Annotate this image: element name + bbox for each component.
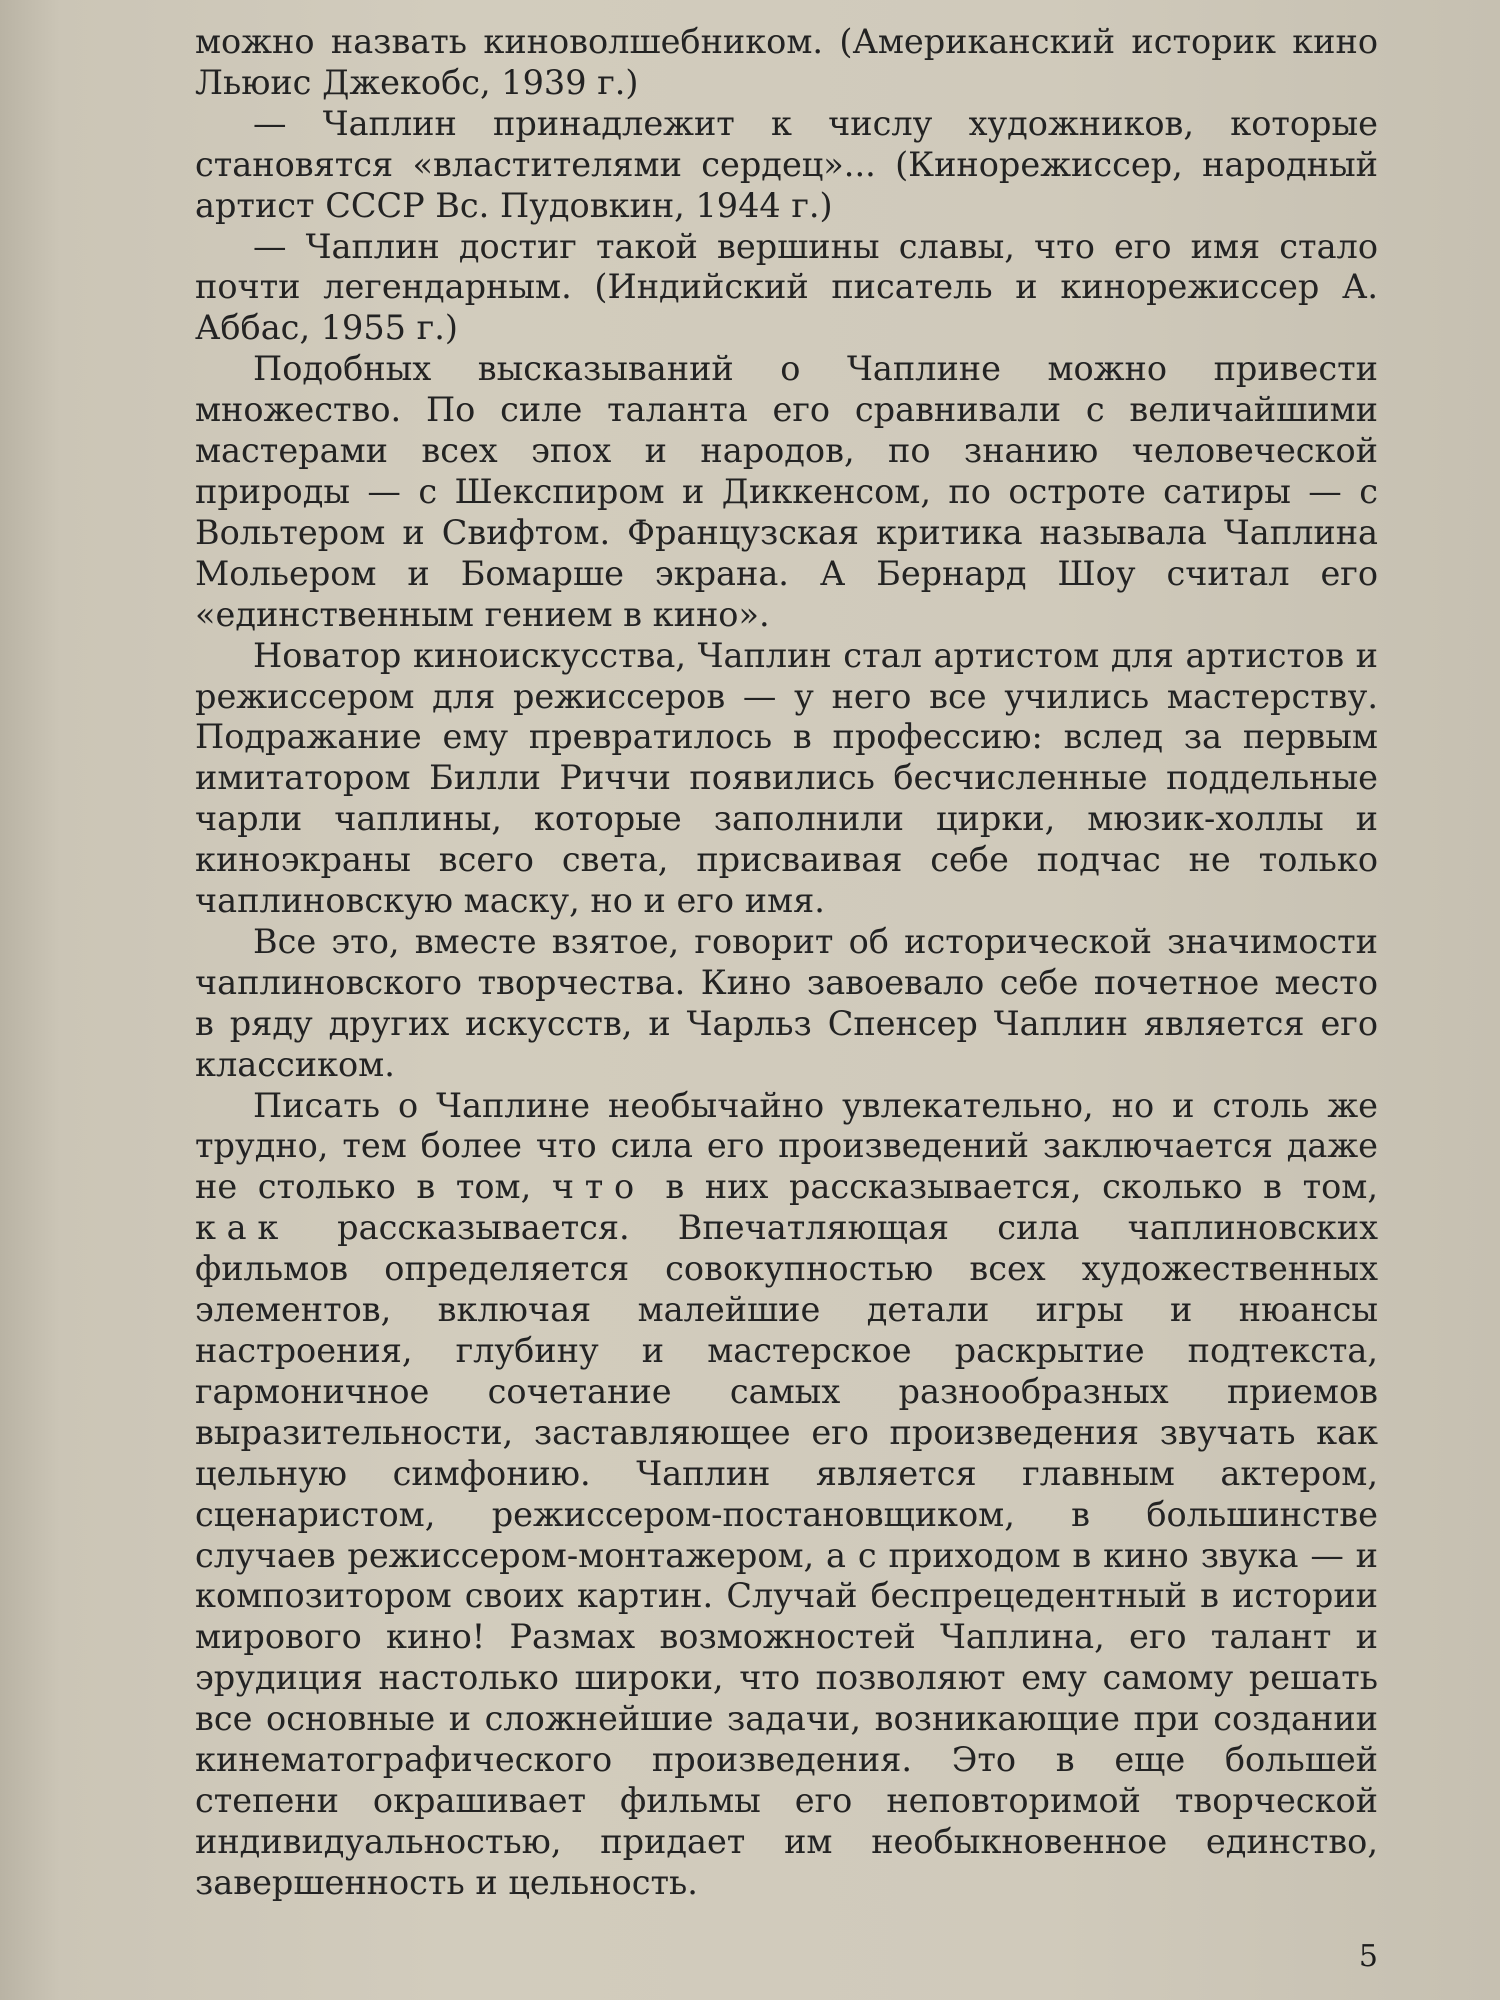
page-text xyxy=(195,22,1378,1904)
paragraph-7 xyxy=(195,1086,1378,1904)
page-number: 5 xyxy=(1358,1939,1378,1974)
paragraph-7-part-1: Писать о Чаплине необычайно увлекательно, но и столь же трудно, тем более что сила его произведений заключается даже не столько в том, xyxy=(195,1085,1378,1207)
emphasis-what: что xyxy=(551,1167,645,1207)
paragraph-3: — Чаплин достиг такой вершины славы, что его имя стало почти легендарным. (Индийский писатель и кинорежиссер А. Аббас, 1955 г.) xyxy=(195,226,1378,348)
paragraph-7-part-3: рассказывается. Впечатляющая сила чаплиновских фильмов определяется совокупностью всех художественных элементов, включая малейшие детали игры и нюансы настроения, глубину и мастерское раскрытие подтекста, гармоничное сочетание самых разнообразных приемов выразительности, заставляющее его произведения звучать как цельную симфонию. Чаплин является главным актером, сценаристом, режиссером-постановщиком, в большинстве случаев режиссером-монтажером, а с приходом в кино звука — и композитором своих картин. Случай беспрецедентный в истории мирового кино! Размах возможностей Чаплина, его талант и эрудиция настолько широки, что позволяют ему самому решать все основные и сложнейшие задачи, возникающие при создании кинематографического произведения. Это в еще большей степени окрашивает фильмы его неповторимой творческой индивидуальностью, придает им необыкновенное единство, завершенность и цельность. xyxy=(195,1208,1378,1902)
paragraph-2: — Чаплин принадлежит к числу художников, которые становятся «властителями сердец»... (Кинорежиссер, народный артист СССР Вс. Пудовкин, 1944 г.) xyxy=(195,103,1378,225)
paragraph-5: Новатор киноискусства, Чаплин стал артистом для артистов и режиссером для режиссеров — у него все учились мастерству. Подражание ему превратилось в профессию: вслед за первым имитатором Билли Риччи появились бесчисленные поддельные чарли чаплины, которые заполнили цирки, мюзик-холлы и киноэкраны всего света, присваивая себе подчас не только чаплиновскую маску, но и его имя. xyxy=(195,635,1378,921)
emphasis-how: как xyxy=(195,1208,290,1248)
paragraph-1: можно назвать киноволшебником. (Американский историк кино Льюис Джекобс, 1939 г.) xyxy=(195,22,1378,102)
paragraph-7-part-2: в них рассказывается, сколько в том, xyxy=(665,1167,1378,1207)
paragraph-4: Подобных высказываний о Чаплине можно привести множество. По силе таланта его сравнивали с величайшими мастерами всех эпох и народов, по знанию человеческой природы — с Шекспиром и Диккенсом, по остроте сатиры — с Вольтером и Свифтом. Французская критика называла Чаплина Мольером и Бомарше экрана. А Бернард Шоу считал его «единственным гением в кино». xyxy=(195,349,1378,634)
paragraph-6: Все это, вместе взятое, говорит об исторической значимости чаплиновского творчества. Кино завоевало себе почетное место в ряду других искусств, и Чарльз Спенсер Чаплин является его классиком. xyxy=(195,921,1378,1084)
